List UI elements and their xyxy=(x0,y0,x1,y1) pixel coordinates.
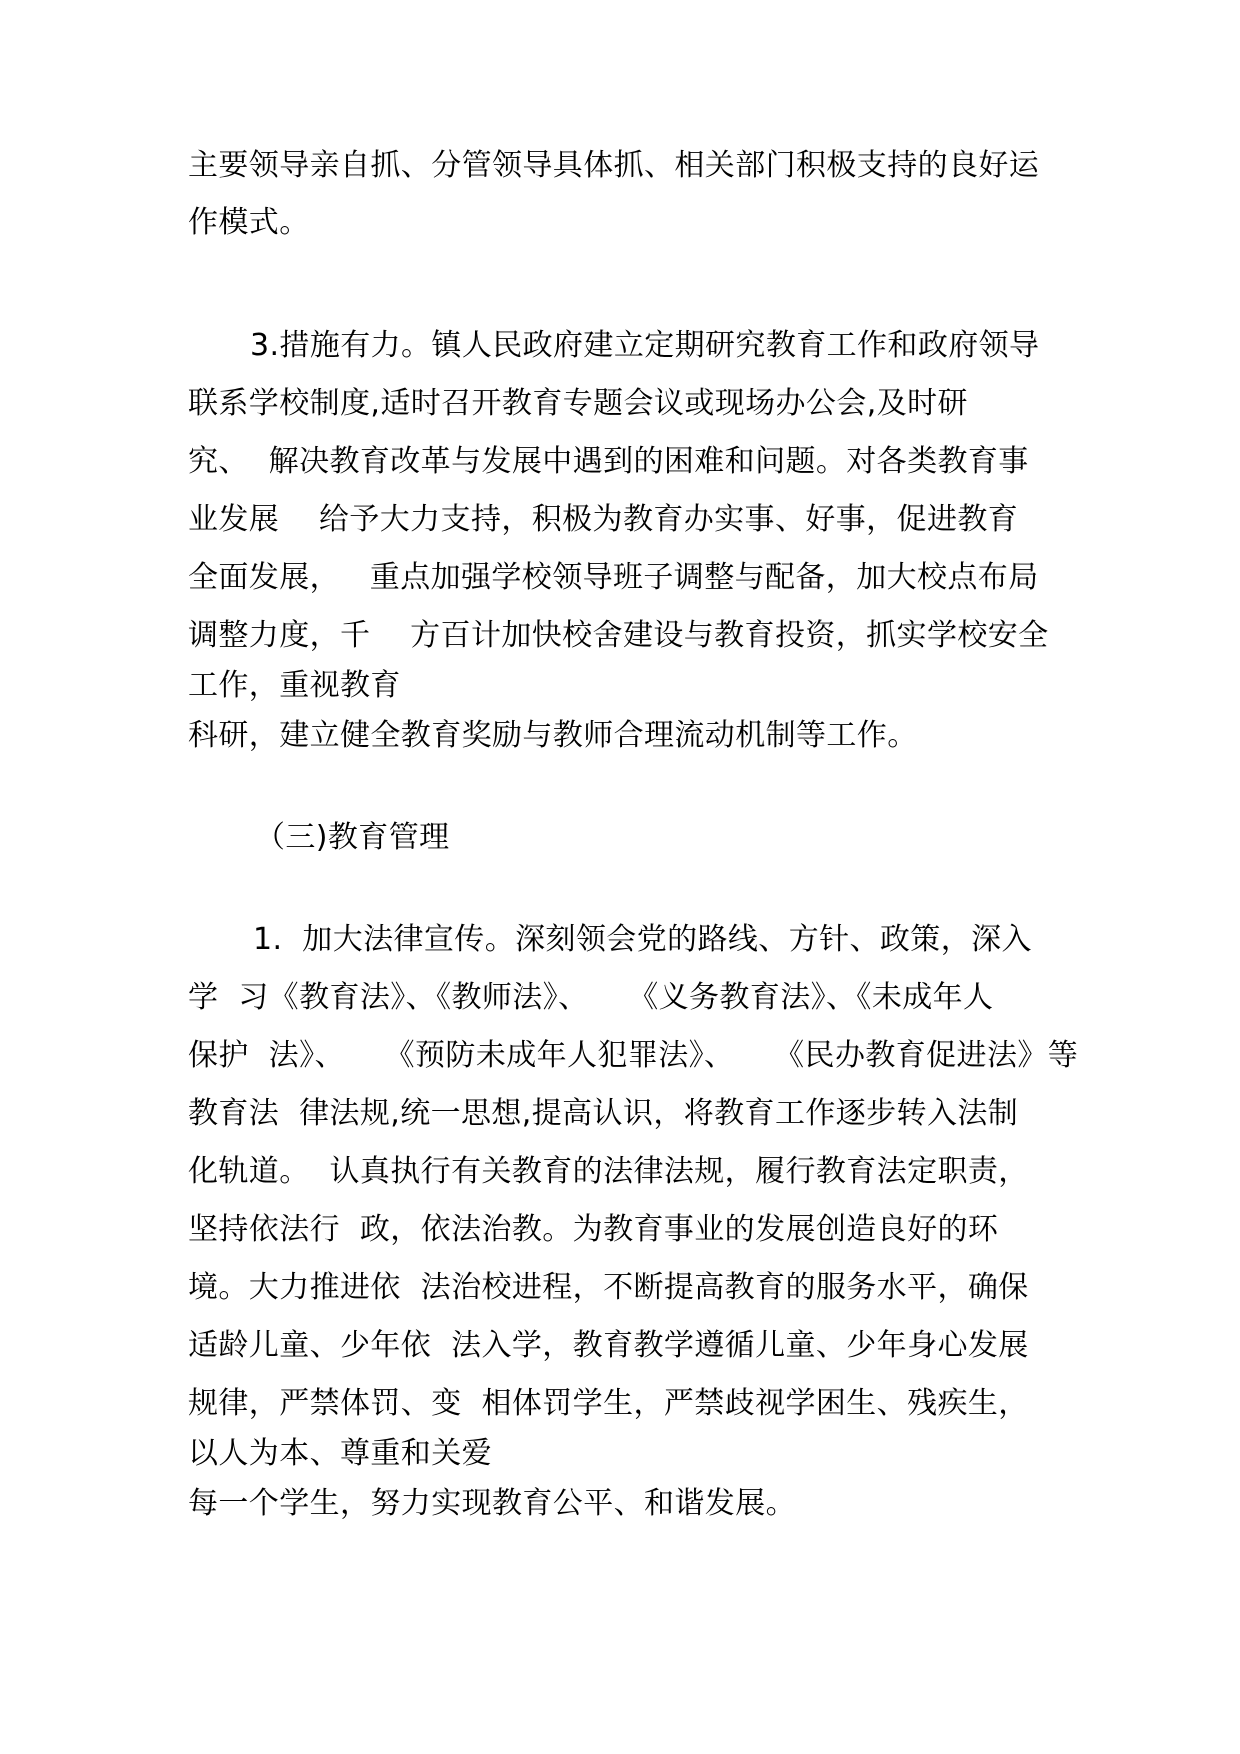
text-line: 保护 法》、 《预防未成年人犯罪法》、 《民办教育促进法》等 xyxy=(188,1038,1079,1073)
text-line: 调整力度，千 方百计加快校舍建设与教育投资，抓实学校安全 xyxy=(188,618,1049,653)
text-line: 全面发展， 重点加强学校领导班子调整与配备，加大校点布局 xyxy=(188,560,1039,595)
text-line: 主要领导亲自抓、分管领导具体抓、相关部门积极支持的良好运 xyxy=(188,148,1040,183)
text-line: 作模式。 xyxy=(188,205,310,240)
text-line: 工作，重视教育 xyxy=(188,668,401,703)
text-line: 规律，严禁体罚、变 相体罚学生，严禁歧视学困生、残疾生， xyxy=(188,1386,1029,1421)
text-line: 联系学校制度,适时召开教育专题会议或现场办公会,及时研 xyxy=(188,386,968,421)
text-line: 每一个学生，努力实现教育公平、和谐发展。 xyxy=(188,1486,796,1521)
text-line: 坚持依法行 政，依法治教。为教育事业的发展创造良好的环 xyxy=(188,1212,999,1247)
text-line: 教育法 律法规,统一思想,提高认识，将教育工作逐步转入法制 xyxy=(188,1096,1019,1131)
paragraph-start-line: 3.措施有力。镇人民政府建立定期研究教育工作和政府领导 xyxy=(250,328,1040,363)
text-line: 业发展 给予大力支持，积极为教育办实事、好事，促进教育 xyxy=(188,502,1019,537)
paragraph-start-line: 1. 加大法律宣传。深刻领会党的路线、方针、政策，深入 xyxy=(253,922,1032,957)
text-line: 适龄儿童、少年依 法入学，教育教学遵循儿童、少年身心发展 xyxy=(188,1328,1029,1363)
text-line: 究、 解决教育改革与发展中遇到的困难和问题。对各类教育事 xyxy=(188,444,1029,479)
text-line: 以人为本、尊重和关爱 xyxy=(188,1436,492,1471)
text-line: 境。大力推进依 法治校进程，不断提高教育的服务水平，确保 xyxy=(188,1270,1029,1305)
text-line: 化轨道。 认真执行有关教育的法律法规，履行教育法定职责， xyxy=(188,1154,1029,1189)
text-line: 学 习《教育法》、《教师法》、 《义务教育法》、《未成年人 xyxy=(188,980,994,1015)
text-line: 科研，建立健全教育奖励与教师合理流动机制等工作。 xyxy=(188,718,918,753)
section-heading: （三)教育管理 xyxy=(255,820,450,855)
